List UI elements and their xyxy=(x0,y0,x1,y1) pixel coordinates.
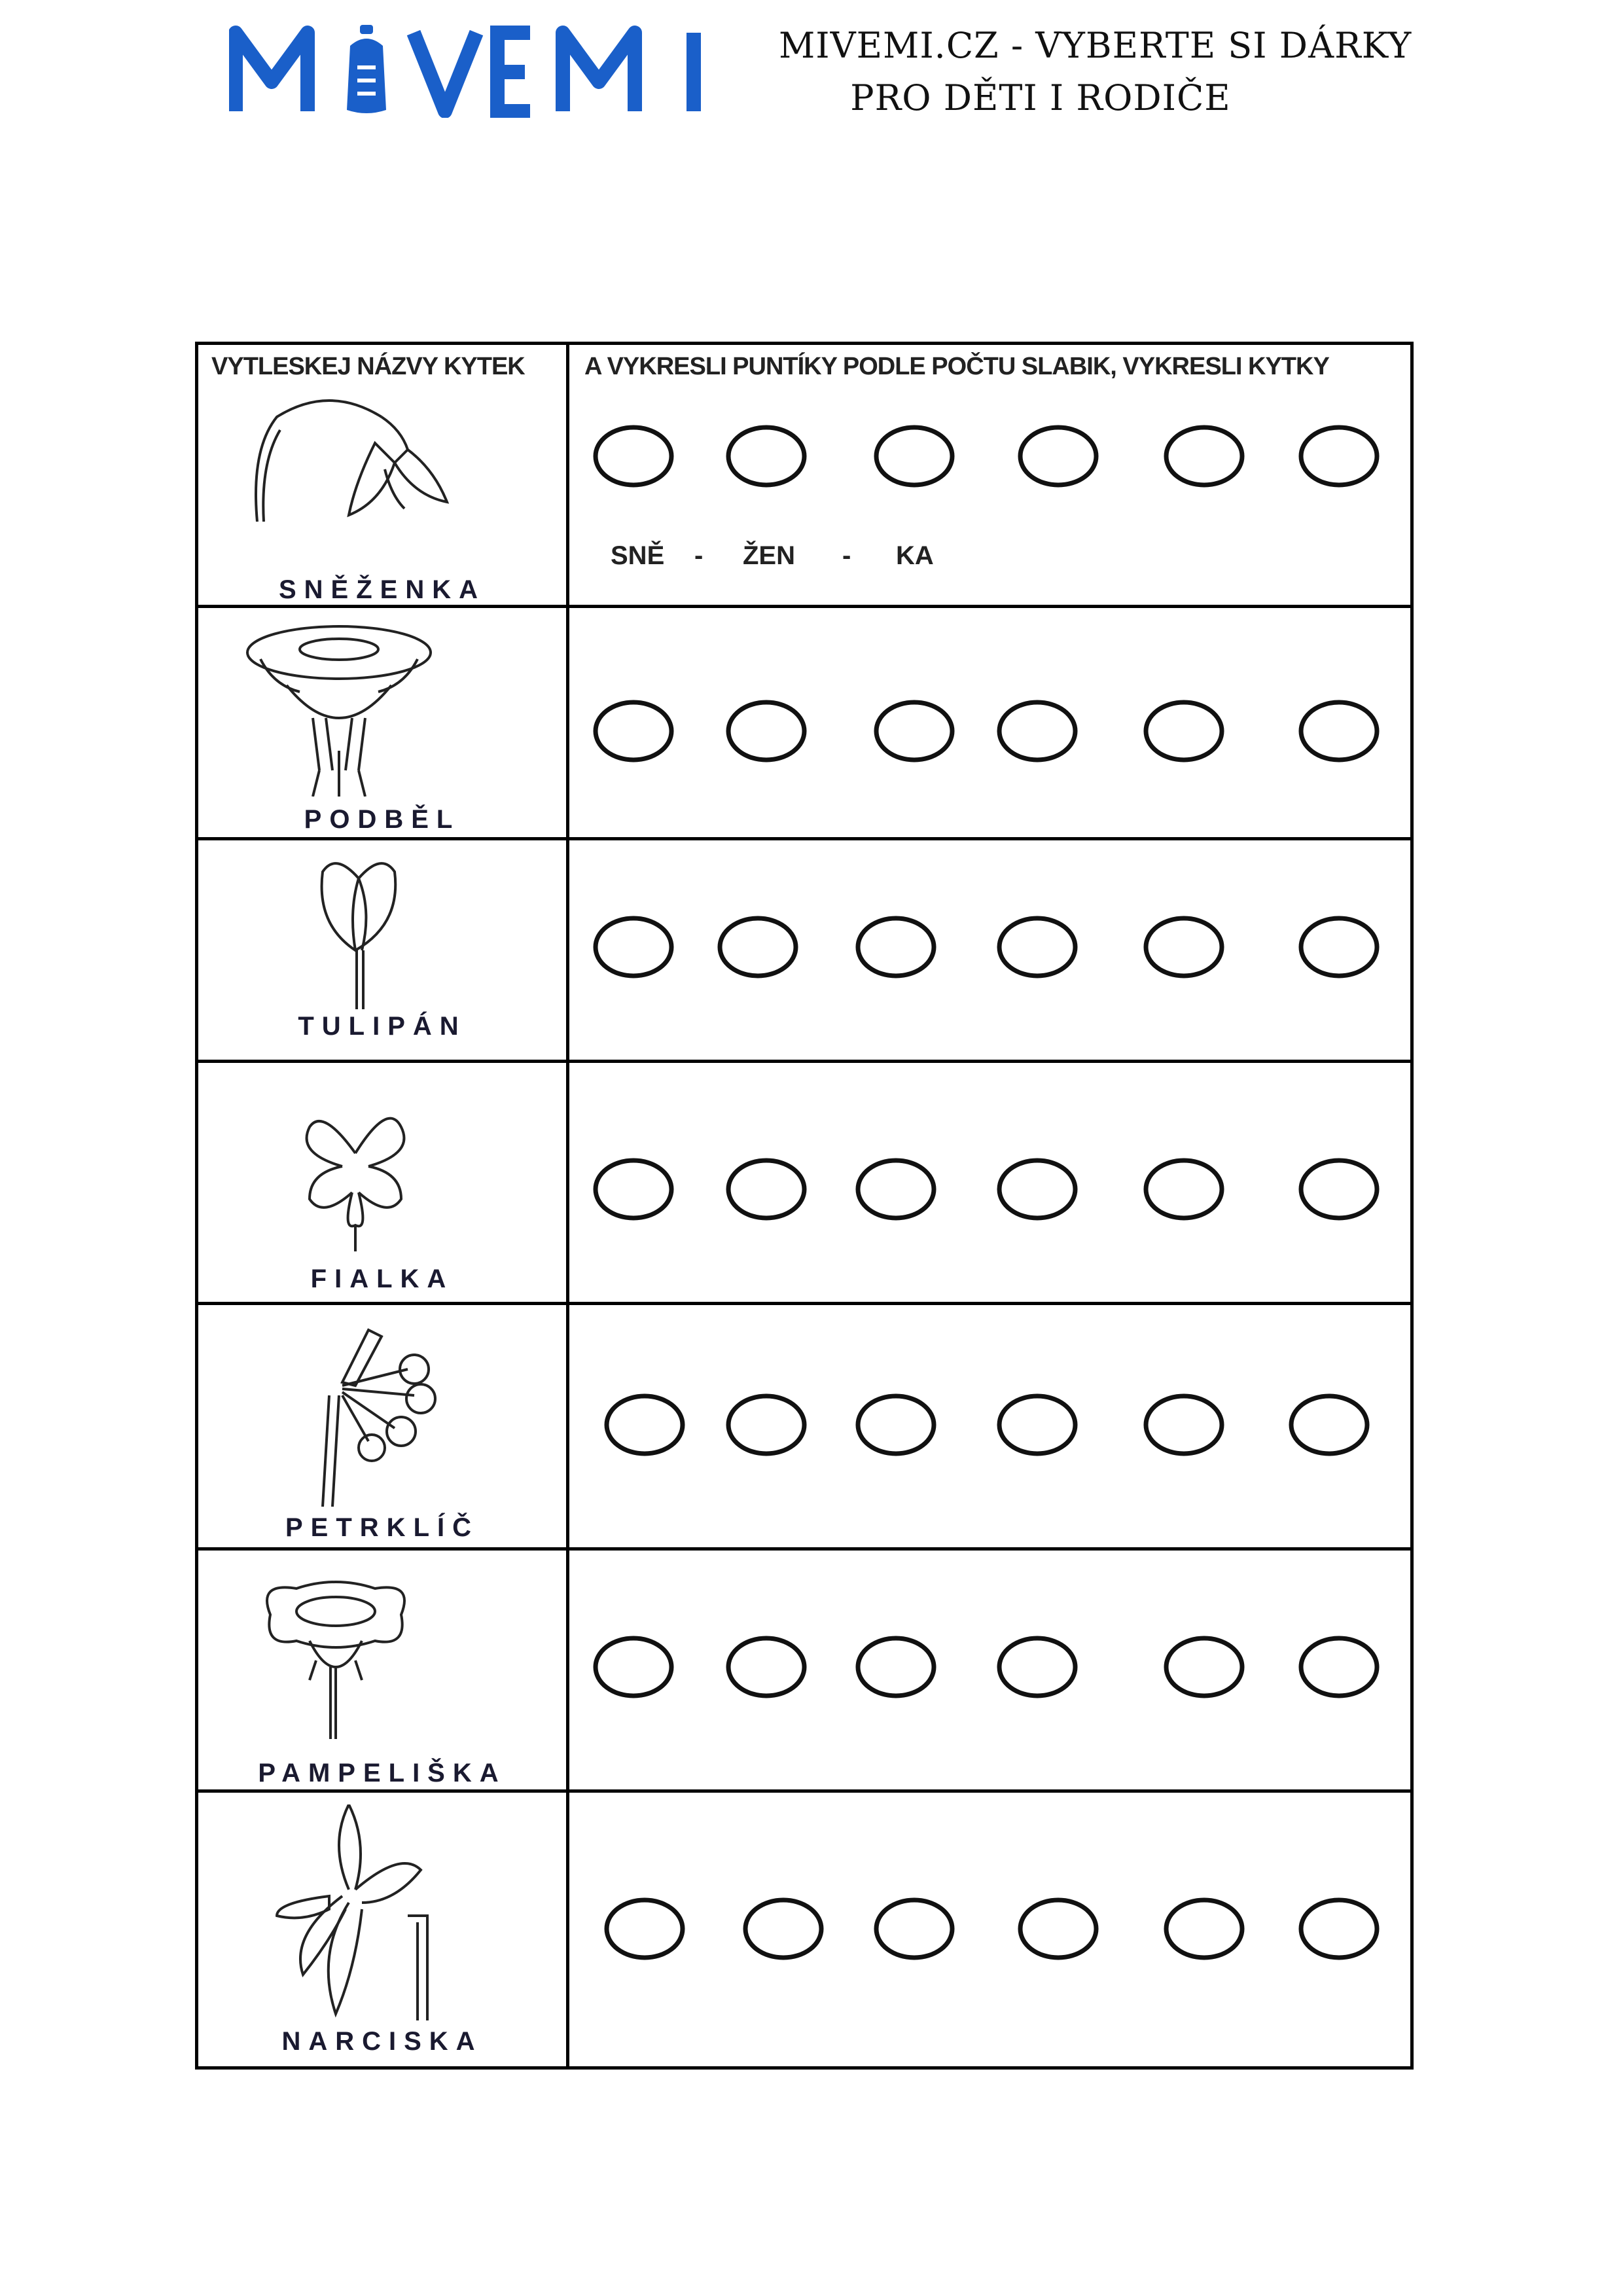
syllable-circle xyxy=(998,1159,1077,1219)
syllable-circle xyxy=(594,1159,673,1219)
flower-name: NARCISKA xyxy=(272,2027,491,2056)
right-column-header: A VYKRESLI PUNTÍKY PODLE POČTU SLABIK, VYKRESLI KYTKY xyxy=(584,353,1329,380)
syllable-3: KA xyxy=(896,541,934,570)
syllable-circle xyxy=(1019,426,1097,486)
syllable-circle xyxy=(857,1637,935,1697)
syllable-circle xyxy=(594,426,673,486)
syllable-circle xyxy=(1145,1159,1223,1219)
syllable-circle xyxy=(605,1899,684,1959)
flower-name: SNĚŽENKA xyxy=(270,575,495,604)
flower-name: PETRKLÍČ xyxy=(276,1513,488,1542)
syllable-circle xyxy=(594,917,673,977)
coltsfoot-icon xyxy=(241,620,437,797)
syllable-circle xyxy=(1019,1899,1097,1959)
syllable-circle xyxy=(727,1159,806,1219)
syllable-dash-2: - xyxy=(842,541,851,570)
flower-row-tulipan xyxy=(198,839,1410,1062)
syllable-circle xyxy=(998,917,1077,977)
violet-icon xyxy=(296,1101,414,1251)
syllable-circle xyxy=(857,917,935,977)
flower-name: PAMPELIŠKA xyxy=(249,1759,515,1787)
snowdrop-icon xyxy=(251,391,499,522)
syllable-circle xyxy=(1300,426,1378,486)
syllable-circle xyxy=(1290,1395,1368,1455)
syllable-circle xyxy=(727,1637,806,1697)
syllable-circle xyxy=(1165,426,1243,486)
primrose-icon xyxy=(303,1317,447,1507)
worksheet-table xyxy=(195,342,1414,2070)
syllable-circle xyxy=(875,426,954,486)
syllable-circle xyxy=(744,1899,823,1959)
syllable-circle xyxy=(998,701,1077,761)
syllable-circle xyxy=(1300,917,1378,977)
tagline xyxy=(779,20,1412,124)
syllable-circle xyxy=(875,1899,954,1959)
tulip-icon xyxy=(310,852,408,1009)
left-column-header: VYTLESKEJ NÁZVY KYTEK xyxy=(211,353,525,380)
syllable-circle xyxy=(605,1395,684,1455)
syllable-circle xyxy=(857,1395,935,1455)
syllable-circle xyxy=(1300,1637,1378,1697)
page-header xyxy=(0,0,1623,144)
tagline-line2: PRO DĚTI I RODIČE xyxy=(850,77,1231,118)
syllable-circle xyxy=(998,1637,1077,1697)
syllable-circle xyxy=(1145,1395,1223,1455)
flower-name: TULIPÁN xyxy=(289,1012,475,1041)
syllable-circle xyxy=(1165,1637,1243,1697)
syllable-circle xyxy=(1145,917,1223,977)
dandelion-icon xyxy=(257,1575,414,1739)
syllable-circle xyxy=(719,917,797,977)
syllable-2: ŽEN xyxy=(743,541,795,570)
syllable-circle xyxy=(594,1637,673,1697)
tagline-line1: MIVEMI.CZ - VYBERTE SI DÁRKY xyxy=(779,25,1412,66)
syllable-dash-1: - xyxy=(694,541,704,570)
syllable-circle xyxy=(727,701,806,761)
syllable-circle xyxy=(1300,1159,1378,1219)
syllable-circle xyxy=(1300,701,1378,761)
syllable-1: SNĚ xyxy=(611,541,665,570)
syllable-circle xyxy=(727,426,806,486)
flower-name: FIALKA xyxy=(302,1265,463,1293)
mivemi-logo xyxy=(229,20,713,118)
syllable-circle xyxy=(727,1395,806,1455)
syllable-circle xyxy=(594,701,673,761)
flower-name: PODBĚL xyxy=(295,805,470,834)
syllable-circle xyxy=(1145,701,1223,761)
syllable-circle xyxy=(1165,1899,1243,1959)
daffodil-icon xyxy=(251,1804,447,2020)
syllable-circle xyxy=(998,1395,1077,1455)
syllable-circle xyxy=(857,1159,935,1219)
syllable-circle xyxy=(875,701,954,761)
syllable-circle xyxy=(1300,1899,1378,1959)
